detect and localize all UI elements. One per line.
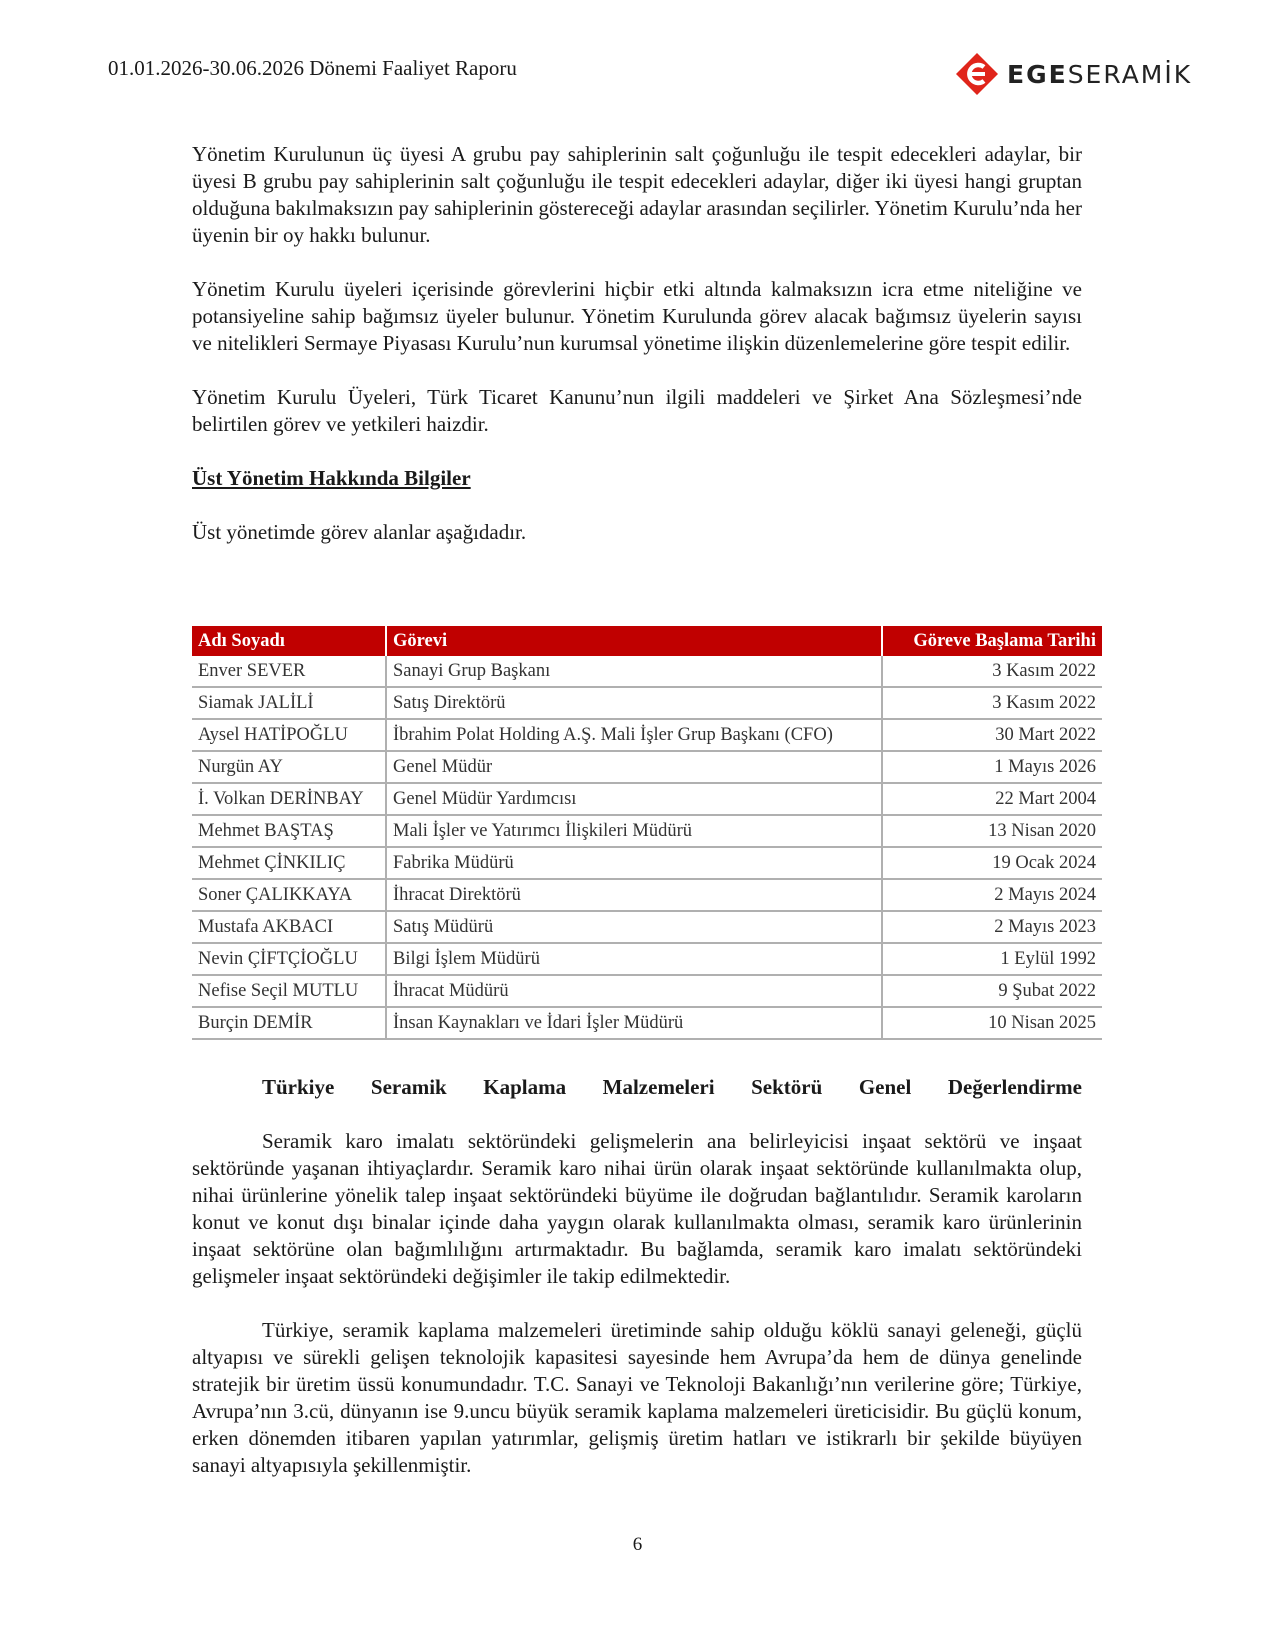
cell-name: Nevin ÇİFTÇİOĞLU (192, 943, 386, 975)
company-logo (955, 52, 1192, 96)
cell-start-date: 2 Mayıs 2024 (882, 879, 1102, 911)
cell-start-date: 22 Mart 2004 (882, 783, 1102, 815)
cell-name: Nefise Seçil MUTLU (192, 975, 386, 1007)
cell-start-date: 10 Nisan 2025 (882, 1007, 1102, 1039)
cell-position: Genel Müdür Yardımcısı (386, 783, 882, 815)
cell-position: İbrahim Polat Holding A.Ş. Mali İşler Grup Başkanı (CFO) (386, 719, 882, 751)
cell-name: Mehmet BAŞTAŞ (192, 815, 386, 847)
cell-name: Soner ÇALIKKAYA (192, 879, 386, 911)
board-section (192, 141, 1082, 546)
table-row (192, 751, 1102, 783)
cell-start-date: 13 Nisan 2020 (882, 815, 1102, 847)
logo-text-bold: EGE (1007, 59, 1068, 89)
paragraph-sector-construction: Seramik karo imalatı sektöründeki gelişmelerin ana belirleyicisi inşaat sektörü ve inşaat sektöründe yaşanan ihtiyaçlardır. Seramik karo nihai ürün olarak inşaat sektöründe kullanılmakta olup, nihai ürünlerine yönelik talep inşaat sektöründeki büyüme ile doğrudan bağlantılıdır. Seramik karoların konut ve konut dışı binalar içinde daha yaygın olarak kullanılmakta olması, seramik karo ürünlerinin inşaat sektörüne olan bağımlılığını artırmaktadır. Bu bağlamda, seramik karo imalatı sektöründeki gelişmeler inşaat sektöründeki değişimler ile takip edilmektedir. (192, 1129, 1082, 1288)
cell-name: Siamak JALİLİ (192, 687, 386, 719)
cell-position: İnsan Kaynakları ve İdari İşler Müdürü (386, 1007, 882, 1039)
cell-position: Fabrika Müdürü (386, 847, 882, 879)
ege-seramik-logo-icon (955, 52, 999, 96)
cell-name: İ. Volkan DERİNBAY (192, 783, 386, 815)
cell-name: Burçin DEMİR (192, 1007, 386, 1039)
column-header-start-date: Göreve Başlama Tarihi (882, 626, 1102, 656)
sector-section (192, 1074, 1082, 1479)
cell-name: Mustafa AKBACI (192, 911, 386, 943)
table-row (192, 815, 1102, 847)
table-row (192, 943, 1102, 975)
cell-position: Bilgi İşlem Müdürü (386, 943, 882, 975)
table-row (192, 975, 1102, 1007)
cell-start-date: 1 Mayıs 2026 (882, 751, 1102, 783)
cell-position: Genel Müdür (386, 751, 882, 783)
cell-start-date: 19 Ocak 2024 (882, 847, 1102, 879)
cell-position: Satış Direktörü (386, 687, 882, 719)
cell-position: İhracat Direktörü (386, 879, 882, 911)
management-table (192, 626, 1102, 1040)
cell-name: Mehmet ÇİNKILIÇ (192, 847, 386, 879)
cell-position: Mali İşler ve Yatırımcı İlişkileri Müdürü (386, 815, 882, 847)
cell-start-date: 1 Eylül 1992 (882, 943, 1102, 975)
paragraph-independent-members: Yönetim Kurulu üyeleri içerisinde görevlerini hiçbir etki altında kalmaksızın icra etme niteliğine ve potansiyeline sahip bağımsız üyeler bulunur. Yönetim Kurulunda görev alacak bağımsız üyelerin sayısı ve nitelikleri Sermaye Piyasası Kurulu’nun kurumsal yönetime ilişkin düzenlemelerine göre tespit edilir. (192, 277, 1082, 355)
table-row (192, 783, 1102, 815)
cell-position: İhracat Müdürü (386, 975, 882, 1007)
table-row (192, 847, 1102, 879)
table-row (192, 879, 1102, 911)
cell-start-date: 3 Kasım 2022 (882, 656, 1102, 687)
column-header-name: Adı Soyadı (192, 626, 386, 656)
table-header-row (192, 626, 1102, 656)
table-row (192, 1007, 1102, 1039)
table-row (192, 911, 1102, 943)
section-heading-management: Üst Yönetim Hakkında Bilgiler (192, 466, 471, 490)
paragraph-board-election: Yönetim Kurulunun üç üyesi A grubu pay sahiplerinin salt çoğunluğu ile tespit edecekleri adaylar, bir üyesi B grubu pay sahiplerinin salt çoğunluğu ile tespit edecekleri adaylar, diğer iki üyesi hangi gruptan olduğuna bakılmaksızın pay sahiplerinin göstereceği adaylar arasından seçilirler. Yönetim Kurulu’nda her üyenin bir oy hakkı bulunur. (192, 142, 1082, 247)
cell-start-date: 3 Kasım 2022 (882, 687, 1102, 719)
table-row (192, 656, 1102, 687)
table-row (192, 687, 1102, 719)
cell-name: Enver SEVER (192, 656, 386, 687)
paragraph-board-authority: Yönetim Kurulu Üyeleri, Türk Ticaret Kanunu’nun ilgili maddeleri ve Şirket Ana Sözleşmesi’nde belirtilen görev ve yetkileri haizdir. (192, 385, 1082, 436)
cell-position: Sanayi Grup Başkanı (386, 656, 882, 687)
table-row (192, 719, 1102, 751)
cell-start-date: 2 Mayıs 2023 (882, 911, 1102, 943)
sector-heading: Türkiye Seramik Kaplama Malzemeleri Sektörü Genel Değerlendirme (262, 1075, 1082, 1099)
report-period-title: 01.01.2026-30.06.2026 Dönemi Faaliyet Raporu (108, 56, 517, 80)
logo-text-light: SERAMİK (1067, 59, 1193, 89)
column-header-position: Görevi (386, 626, 882, 656)
cell-name: Aysel HATİPOĞLU (192, 719, 386, 751)
cell-name: Nurgün AY (192, 751, 386, 783)
cell-position: Satış Müdürü (386, 911, 882, 943)
management-intro: Üst yönetimde görev alanlar aşağıdadır. (192, 520, 527, 544)
paragraph-sector-turkey: Türkiye, seramik kaplama malzemeleri üretiminde sahip olduğu köklü sanayi geleneği, güçlü altyapısı ve sürekli gelişen teknolojik kapasitesi sayesinde hem Avrupa’da hem de dünya genelinde stratejik bir üretim üssü konumundadır. T.C. Sanayi ve Teknoloji Bakanlığı’nın verilerine göre; Türkiye, Avrupa’nın 3.cü, dünyanın ise 9.uncu büyük seramik kaplama malzemeleri üreticisidir. Bu güçlü konum, erken dönemden itibaren yapılan yatırımlar, gelişmiş üretim hatları ve istikrarlı bir şekilde büyüyen sanayi altyapısıyla şekillenmiştir. (192, 1318, 1082, 1477)
cell-start-date: 9 Şubat 2022 (882, 975, 1102, 1007)
cell-start-date: 30 Mart 2022 (882, 719, 1102, 751)
page-number: 6 (632, 1534, 643, 1555)
